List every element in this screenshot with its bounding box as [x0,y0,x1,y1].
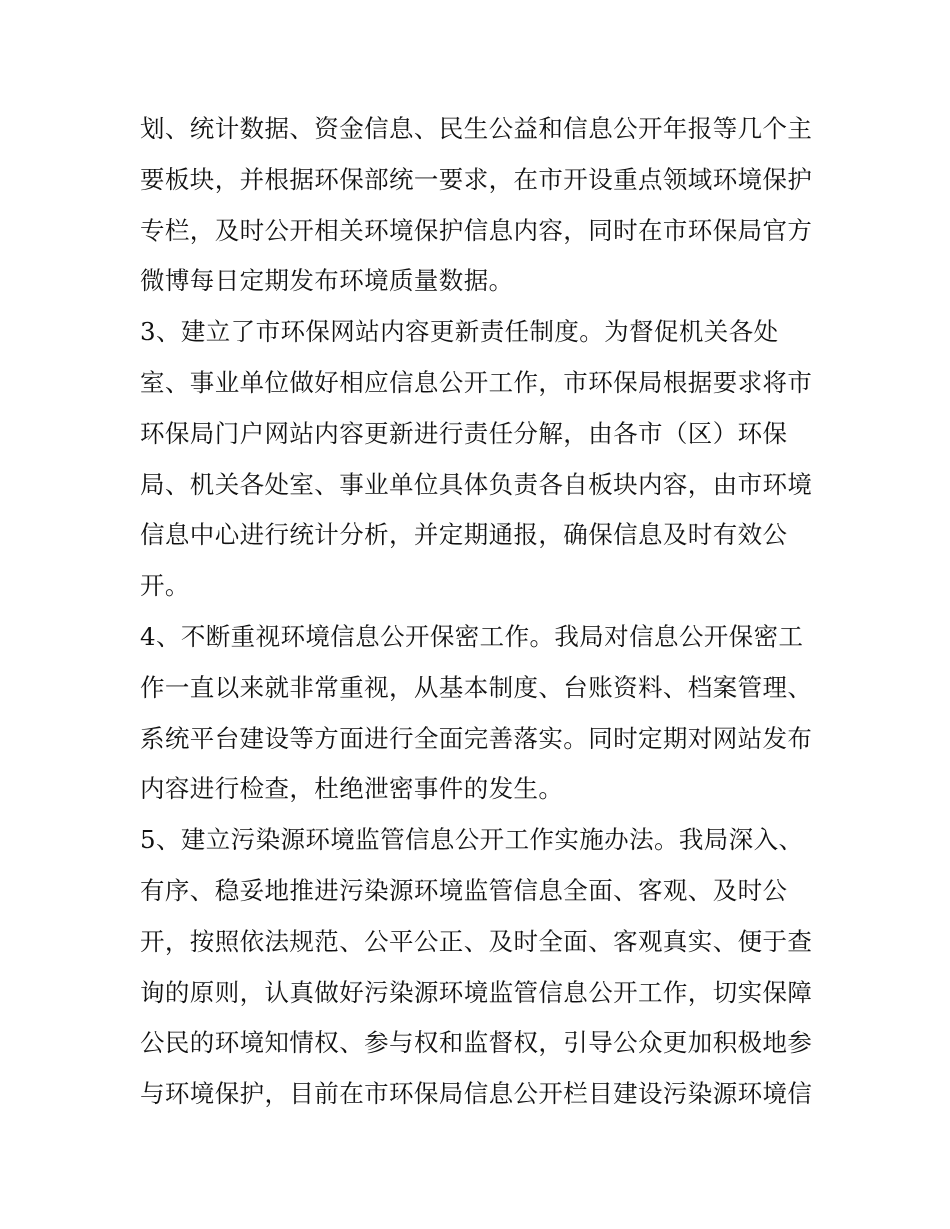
text-line: 室、事业单位做好相应信息公开工作，市环保局根据要求将市 [140,367,813,397]
text-line: 专栏，及时公开相关环境保护信息内容，同时在市环保局官方 [140,215,813,245]
text-line: 内容进行检查，杜绝泄密事件的发生。 [140,774,564,804]
text-line: 作一直以来就非常重视，从基本制度、台账资料、档案管理、 [140,672,813,702]
text-line: 有序、稳妥地推进污染源环境监管信息全面、客观、及时公 [140,875,788,905]
text-line: 要板块，并根据环保部统一要求，在市开设重点领域环境保护 [140,164,813,194]
text-line: 3、建立了市环保网站内容更新责任制度。为督促机关各处 [140,317,779,347]
text-line: 5、建立污染源环境监管信息公开工作实施办法。我局深入、 [140,825,804,855]
text-line: 开。 [140,571,190,601]
text-line: 与环境保护，目前在市环保局信息公开栏目建设污染源环境信 [140,1079,813,1109]
text-line: 环保局门户网站内容更新进行责任分解，由各市（区）环保 [140,418,788,448]
text-line: 局、机关各处室、事业单位具体负责各自板块内容，由市环境 [140,469,813,499]
text-line: 开，按照依法规范、公平公正、及时全面、客观真实、便于查 [140,926,813,956]
text-line: 系统平台建设等方面进行全面完善落实。同时定期对网站发布 [140,723,813,753]
text-line: 信息中心进行统计分析，并定期通报，确保信息及时有效公 [140,520,788,550]
document-body [140,104,830,1120]
text-line: 微博每日定期发布环境质量数据。 [140,266,514,296]
text-line: 划、统计数据、资金信息、民生公益和信息公开年报等几个主 [140,114,813,143]
text-line: 询的原则，认真做好污染源环境监管信息公开工作，切实保障 [140,977,813,1007]
text-line: 4、不断重视环境信息公开保密工作。我局对信息公开保密工 [140,621,804,651]
text-line: 公民的环境知情权、参与权和监督权，引导公众更加积极地参 [140,1028,813,1058]
